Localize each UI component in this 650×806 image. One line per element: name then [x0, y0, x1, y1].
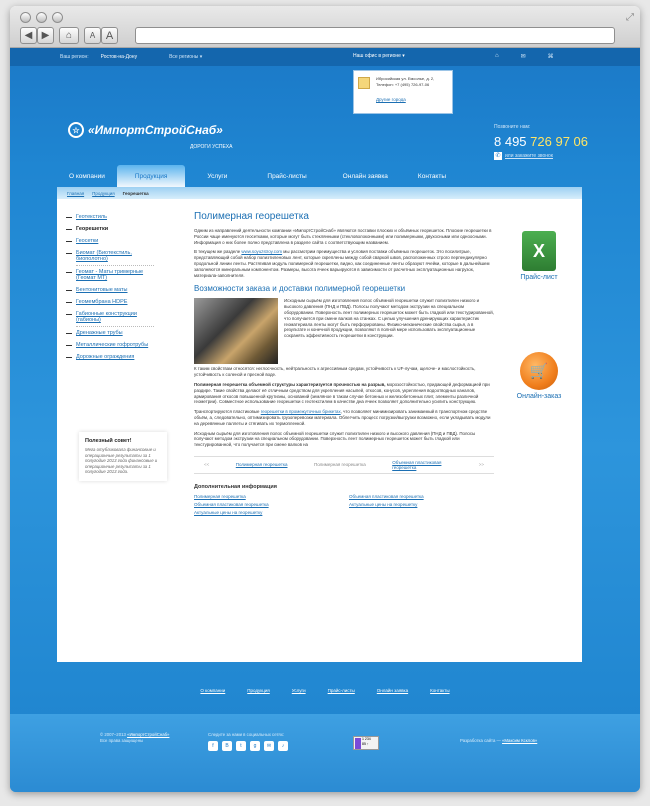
sidebar-item-road-barriers[interactable]: Дорожные ограждения — [64, 351, 154, 363]
next-arrow-icon[interactable]: >> — [478, 462, 484, 468]
briquettes-link[interactable]: георешетки в промежуточных брикетах — [260, 409, 341, 415]
sidebar-item-geonets[interactable]: Геосетки — [64, 235, 154, 247]
resize-icon[interactable]: ⤢ — [626, 12, 634, 23]
additional-links — [194, 494, 494, 515]
sidebar-item-biomat[interactable]: Биомат (Биотекстиль, биополотно) — [64, 247, 154, 265]
prev-arrow-icon[interactable]: << — [204, 462, 210, 468]
office-dropdown[interactable]: Наш офис в регионе ▾ — [353, 53, 405, 59]
counter-line: 1 234 — [362, 737, 371, 741]
sidebar-item-gabions[interactable]: Габионные конструкции (габионы) — [64, 308, 154, 326]
vkontakte-icon[interactable]: В — [222, 741, 232, 751]
article-paragraph: Одним из направлений деятельности компании «ИмпортСтройСнаб» являются поставки плоских и объёмных георешеток. Плоские георешетки в России чаще именуются геосетками, которые могут быть стеклянными (стекловолоконными) или полимерными, двухосными или одноосными. Информация о них более полно представлена в разделе сайта с соответствующим названием. — [194, 228, 492, 245]
menu-item-about[interactable]: О компании — [69, 172, 105, 180]
social-block — [208, 732, 288, 751]
menu-item-products[interactable]: Продукция — [117, 165, 186, 187]
music-icon[interactable]: ♪ — [278, 741, 288, 751]
article-paragraph: Исходным сырьём для изготовления полос объёмной георешетки служит полиэтилен низкого и высокого давления (ПНД и ПВД). Полосы получают методом экструзии на специальном оборудовании. Поверхность лент полимерных георешеток может быть гладкой или текстурированной, что получается при смене валков на станках. С целью улучшения дренирующих характеристик геоматериала ленты могут быть перфорированы. Физико-механические свойства сырья, а в результате и конечной продукции, позволяют в полной мере использовать эксплуатационные сохранять эффективность георешетки в конструкции. — [284, 298, 494, 339]
developer-text: Разработка сайта — — [460, 738, 503, 743]
sidebar-item-geotextile[interactable]: Геотекстиль — [64, 211, 154, 223]
mail-icon[interactable]: ✉ — [264, 741, 274, 751]
all-regions-dropdown[interactable]: Все регионы ▾ — [169, 54, 203, 60]
additional-link[interactable]: Объемная пластиковая георешетка — [349, 493, 424, 499]
office-address — [376, 76, 434, 88]
site-link[interactable]: www.soyuzstroy.com — [241, 249, 283, 255]
back-button[interactable]: ◀ — [20, 27, 37, 44]
tip-text: Мега отубликовала финансовые и операционные результаты за 1 полугодие 2013 года финансовые и операционные результаты за 1 полугодие 2013 года. — [85, 447, 158, 474]
home-icon[interactable]: ⌂ — [495, 53, 499, 59]
forward-button[interactable]: ▶ — [37, 27, 54, 44]
facebook-icon[interactable]: f — [208, 741, 218, 751]
phone-main: 726 97 06 — [530, 134, 588, 149]
office-popup — [353, 70, 453, 114]
twitter-icon[interactable]: t — [236, 741, 246, 751]
excel-icon: X — [522, 231, 556, 271]
logo-icon: ☆ — [68, 122, 84, 138]
developer-credit — [460, 738, 537, 743]
paragraph-bold: Полимерная георешетка объемной структуры характеризуется прочностью на разрыв, — [194, 381, 386, 387]
footer-link-prices[interactable]: Прайс-листы — [327, 688, 355, 693]
geogrid-photo — [194, 298, 278, 364]
phone-prefix: 8 495 — [494, 134, 531, 149]
phone-icon: ✆ — [495, 153, 501, 159]
sitemap-icon[interactable]: ⌘ — [547, 54, 554, 60]
article-paragraph — [194, 409, 494, 426]
social-icons — [208, 741, 288, 751]
zoom-window-button[interactable] — [52, 12, 63, 23]
breadcrumb-home[interactable]: Главная — [67, 190, 85, 196]
footer-link-services[interactable]: Услуги — [291, 688, 306, 693]
additional-link[interactable]: Полимерная георешетка — [194, 493, 246, 499]
company-link[interactable]: «ИмпортСтройСнаб» — [127, 732, 170, 737]
google-icon[interactable]: g — [250, 741, 260, 751]
top-icons — [495, 53, 554, 60]
section-title: Возможности заказа и доставки полимерной георешетки — [194, 284, 406, 294]
mail-icon[interactable]: ✉ — [520, 54, 526, 60]
browser-window — [10, 6, 640, 792]
office-phone-line: Телефон: +7 (495) 726-97-06 — [376, 82, 430, 87]
social-caption: Следите за нами в социальных сетях: — [208, 732, 285, 737]
footer-link-online-order[interactable]: Онлайн заявка — [376, 688, 409, 693]
sidebar-item-bentonite[interactable]: Бентонитовые маты — [64, 284, 154, 296]
region-value[interactable]: Ростов-на-Дону — [100, 54, 138, 60]
sidebar-item-drain-pipes[interactable]: Дренажные трубы — [64, 327, 154, 339]
paragraph-text: мы рассмотрим преимущества и условия поставки объёмных георешеток. Это посилитрые, представляющий собой набор полиэтиленовых лент, которые скреплены между собой сваркой швов, расположенных строго перпендикулярно продольной линии ленты. Растягивая модуль полимерной георешетки, видно, как соединенные ленты образуют ячейки, которые в дальнейшем заполняются минеральным компонентом. Размеры, высота ячеек варьируются в зависимости от расчетных эксплуатационных нагрузок, материала-заполнителя. — [194, 249, 490, 278]
breadcrumb-current: Георешетка — [122, 190, 149, 196]
region-label: Ваш регион: — [60, 54, 89, 60]
additional-info-title: Дополнительная информация — [194, 483, 277, 490]
footer-link-about[interactable]: О компании — [200, 688, 226, 693]
next-page-link[interactable]: Объемная пластиковая георешетка — [392, 459, 442, 470]
callback-link[interactable] — [494, 152, 553, 160]
additional-link[interactable]: Актуальные цены на георешетку — [349, 501, 418, 507]
other-cities-link[interactable]: Другие города — [376, 97, 406, 102]
price-list-button[interactable] — [509, 231, 569, 281]
cart-icon: 🛒 — [520, 352, 558, 390]
sidebar-item-geogrids[interactable]: Георешетки — [64, 223, 154, 235]
page-title: Полимерная георешетка — [194, 211, 309, 222]
web-page — [10, 48, 640, 792]
tip-title: Полезный совет! — [85, 438, 132, 444]
logo-name: «ИмпортСтройСнаб» — [88, 123, 223, 137]
logo-slogan: ДОРОГИ УСПЕХА — [190, 144, 233, 150]
paragraph-text: , что позволяет минимизировать занимаемый в транспортном средстве объём, а, следовательно, оптимизировать грузоперевозки материала. Облегчить процесс погрузки/выгрузки возможно, если укладывать модули на деревянные паллеты и стягивать их термопленкой. — [194, 409, 491, 426]
office-address-line: Ибросийская ул. Емсолье, д. 2, — [376, 76, 435, 81]
visit-counter[interactable] — [353, 736, 379, 750]
copyright-text: © 2007–2013 — [100, 732, 128, 737]
callback-label: или закажите звонок — [505, 153, 553, 159]
footer-link-contacts[interactable]: Контакты — [430, 688, 450, 693]
close-window-button[interactable] — [20, 12, 31, 23]
phone-caption: Позвоните нам: — [494, 124, 531, 130]
current-page: Полимерная георешетка — [314, 462, 366, 468]
paragraph-text: В текущем же разделе — [194, 249, 242, 255]
developer-link[interactable]: «Максим Ксклов» — [502, 738, 538, 743]
additional-link[interactable]: Объемная пластиковая георешетка — [194, 501, 269, 507]
browser-toolbar — [10, 6, 640, 48]
sidebar-item-geomembrane[interactable]: Геомембрана HDPE — [64, 296, 154, 308]
footer-link-products[interactable]: Продукция — [247, 688, 270, 693]
article-paragraph — [194, 382, 494, 405]
article — [194, 211, 494, 515]
main-menu — [57, 165, 582, 187]
rights-text: Все права защищены — [100, 738, 144, 743]
map-pin-icon — [358, 77, 370, 89]
site-footer — [10, 714, 640, 792]
paragraph-text: Транспортируются пластиковые — [194, 409, 261, 415]
phone-number — [494, 134, 588, 149]
content-area — [57, 187, 582, 662]
article-paragraph: К таким свойствам относятся: неглосчность, нейтральность к агрессивным средам, устойчивость к UF-лучам, щелоче- и маслостойкость, устойчивость к соленой и пресной воде. — [194, 366, 476, 378]
copyright — [100, 732, 169, 744]
sidebar-item-corrugated-pipes[interactable]: Металлические гофротрубы — [64, 339, 154, 351]
window-controls — [20, 12, 63, 23]
address-bar[interactable] — [135, 27, 615, 44]
menu-item-services[interactable]: Услуги — [207, 172, 228, 180]
minimize-window-button[interactable] — [36, 12, 47, 23]
online-order-label: Онлайн-заказ — [516, 393, 562, 400]
paragraph-text: морозостойкостью, придающей деформацией при раздире. Такие свойства делают её отличным средством для укрепления насыпей, откосов, конусов, укрепления водоотводных каналов, армирования откосов повышенной крутизны, оснований (земляное в таком случае бетонных и железобетонных плит, элементы различной геометрии). Совместное использование георешетки с геотекстилем в качестве дна ячеек позволяет дополнительно усилить конструкцию. — [194, 381, 490, 405]
browser-nav — [20, 27, 118, 44]
counter-line: 85 ↑ — [362, 741, 369, 746]
menu-item-prices[interactable]: Прайс-листы — [267, 172, 307, 180]
menu-item-contacts[interactable]: Контакты — [417, 172, 446, 180]
sidebar-item-geomat[interactable]: Геомат - Маты тримерные (Геомат МТ) — [64, 266, 154, 284]
online-order-button[interactable] — [509, 352, 569, 400]
font-smaller-button[interactable]: A — [84, 27, 101, 44]
home-button[interactable]: ⌂ — [59, 27, 79, 44]
font-larger-button[interactable]: A — [101, 27, 118, 44]
footer-menu — [10, 688, 640, 693]
site-logo[interactable] — [68, 122, 223, 138]
article-paragraph: Исходным сырьём для изготовления полос объемной георешетки служит полиэтилен низкого и высокого давления (ПНД и ПВД). Полосы получают методом экструзии на специальном оборудовании. Поверхность лент полимерных георешеток может быть гладкой или текстурированной, что получается при смене валков на — [194, 430, 476, 448]
sidebar — [64, 211, 154, 363]
prev-page-link[interactable]: Полимерная георешетка — [235, 462, 288, 468]
price-list-label: Прайс-лист — [520, 274, 558, 281]
article-paragraph — [194, 249, 494, 278]
menu-item-online-order[interactable]: Онлайн заявка — [342, 172, 388, 180]
additional-link[interactable]: Актуальные цены на георешетку — [194, 509, 263, 515]
pagination — [194, 456, 494, 474]
breadcrumb — [57, 187, 582, 199]
breadcrumb-section[interactable]: Продукция — [92, 190, 115, 196]
useful-tip — [79, 432, 167, 481]
